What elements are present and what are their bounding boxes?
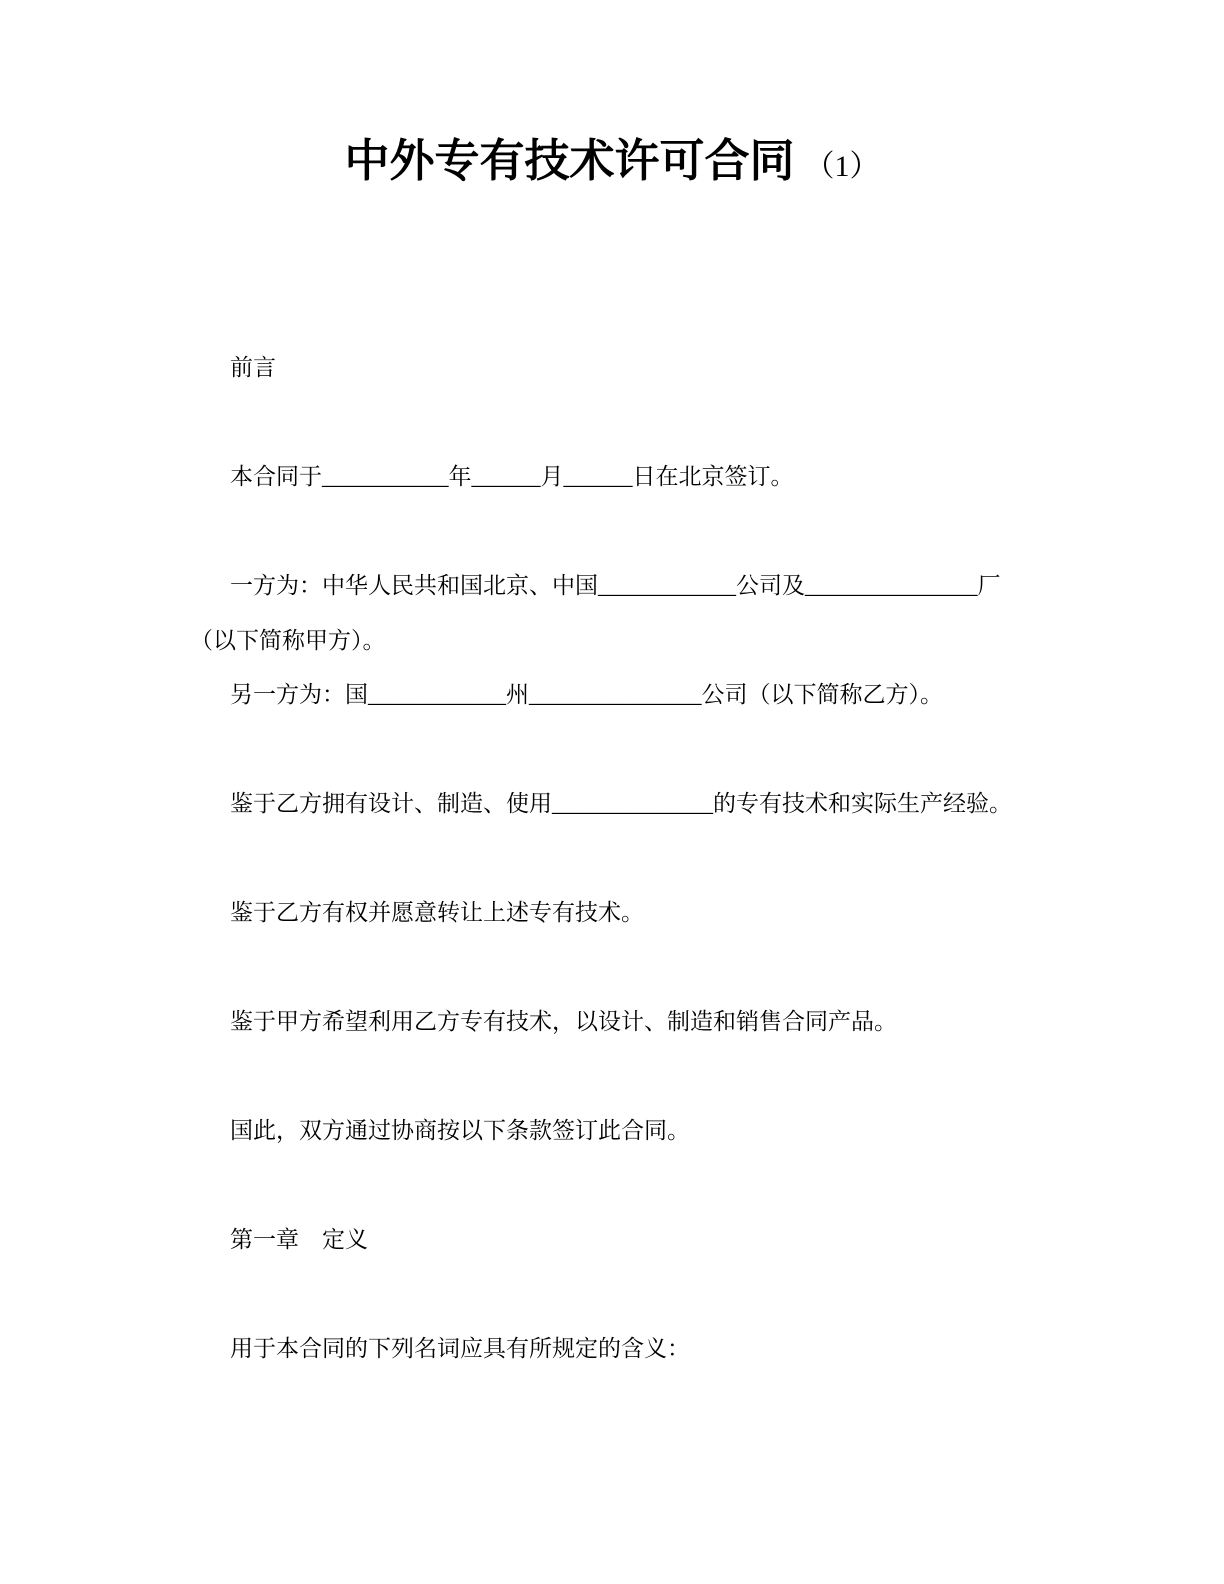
document-line: 国此，双方通过协商按以下条款签订此合同。 [230,1118,690,1143]
blank-line [190,1268,1038,1323]
blank-line [190,1050,1038,1105]
blank-line [190,396,1038,451]
document-line: 前言 [230,355,276,380]
blank-line [190,1159,1038,1214]
title-text: 中外专有技术许可合同 [344,134,795,187]
document-body [190,341,1038,1377]
document-line: 第一章 定义 [230,1227,368,1252]
document-line: 鉴于乙方拥有设计、制造、使用______________的专有技术和实际生产经验。 [230,791,1012,816]
document-line: 本合同于___________年______月______日在北京签订。 [230,464,794,489]
blank-line [190,505,1038,560]
blank-line [190,941,1038,996]
document-line: 鉴于乙方有权并愿意转让上述专有技术。 [230,900,644,925]
document-line: 鉴于甲方希望利用乙方专有技术，以设计、制造和销售合同产品。 [230,1009,897,1034]
blank-line [190,723,1038,778]
document-line: 另一方为：国____________州_______________公司（以下简称乙方）。 [230,682,943,707]
document-line: （以下简称甲方）。 [190,627,386,653]
document-title [0,131,1224,197]
title-number: （1） [804,150,880,183]
document-line: 一方为：中华人民共和国北京、中国____________公司及_______________厂 [230,573,1001,598]
document-line: 用于本合同的下列名词应具有所规定的含义： [230,1336,690,1361]
blank-line [190,832,1038,887]
